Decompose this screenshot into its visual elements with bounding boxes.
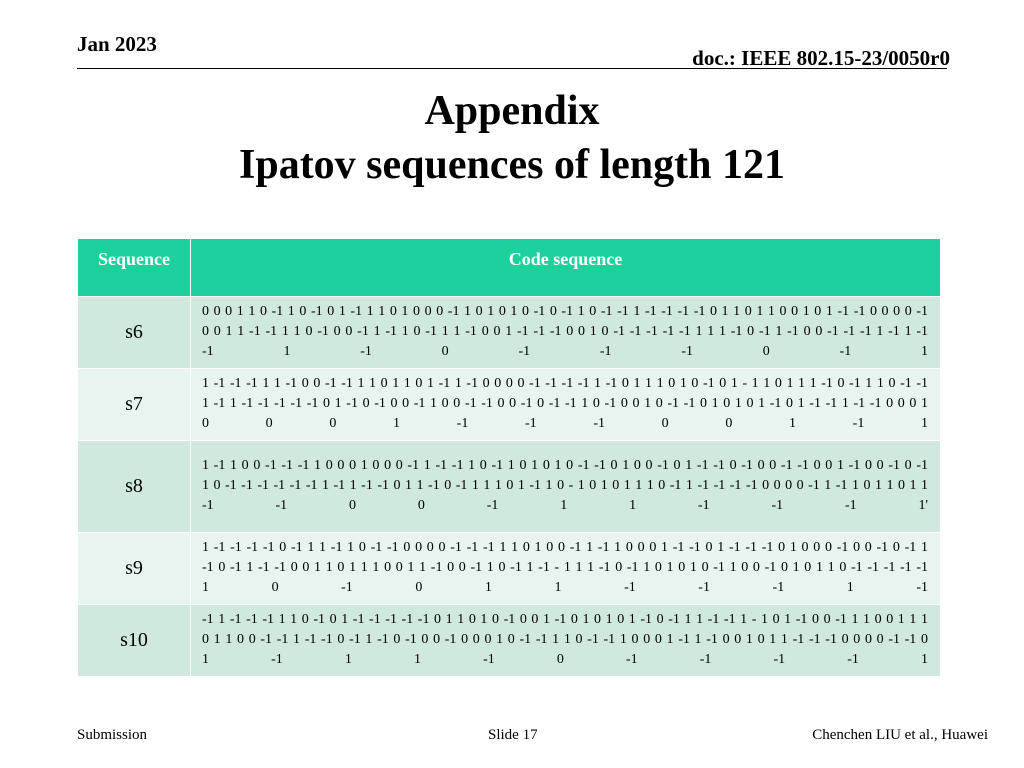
sequence-name: s9	[78, 533, 191, 605]
code-sequence: 0 0 0 1 1 0 -1 1 0 -1 0 1 -1 1 1 0 1 0 0 0 -1 1 0 1 0 1 0 -1 0 -1 1 0 -1 -1 1 -1 -1 -1 -1 0 1 1 0 1 1 0 0 1 0 1 -1 -1 0 0 0 0 -1 0 0 1 1 -1 -1 1 1 0 -1 0 0 -1 1 -1 1 0 -1 1 1 -1 0 0 1 -1 -1 -1 0 0 1 0 -1 -1 -1 -1 -1 1 1 1 -1 0 -1 1 -1 0 0 -1 -1 -1 1 -1 1 -1 -1 1 -1 0 -1 -1 -1 0 -1 1	[191, 297, 941, 369]
table-header-row	[78, 239, 941, 297]
table-row	[78, 441, 941, 533]
sequence-name: s8	[78, 441, 191, 533]
header-date: Jan 2023	[77, 32, 157, 56]
header-divider	[77, 68, 947, 69]
footer-slide-number: Slide 17	[488, 727, 538, 743]
code-sequence: 1 -1 1 0 0 -1 -1 -1 1 0 0 0 1 0 0 0 -1 1 -1 -1 1 0 -1 1 0 1 0 1 0 -1 -1 0 1 0 0 -1 0 1 -1 -1 0 -1 0 0 -1 -1 0 0 1 -1 0 0 -1 0 -1 1 0 -1 -1 -1 -1 -1 -1 1 -1 1 -1 -1 0 1 1 -1 0 -1 1 1 1 0 1 -1 1 0 - 1 0 1 0 1 1 1 0 -1 1 -1 -1 -1 -1 0 0 0 0 -1 1 -1 1 0 1 1 0 1 1 -1 -1 0 0 -1 1 1 -1 -1 -1 1'	[191, 441, 941, 533]
header-doc-id: doc.: IEEE 802.15-23/0050r0	[692, 46, 950, 70]
table-row	[78, 533, 941, 605]
table-row	[78, 369, 941, 441]
table-row	[78, 605, 941, 677]
sequence-table	[77, 238, 941, 677]
sequence-name: s7	[78, 369, 191, 441]
code-sequence: -1 1 -1 -1 -1 1 1 0 -1 0 1 -1 -1 -1 -1 -1 0 1 1 0 1 0 -1 0 0 1 -1 0 1 0 1 0 1 -1 0 -1 1 1 -1 -1 1 - 1 0 1 -1 0 0 -1 1 1 0 0 1 1 1 0 1 1 0 0 -1 -1 1 -1 -1 0 -1 1 -1 0 -1 0 0 -1 0 0 0 1 0 -1 -1 1 1 0 -1 -1 1 0 0 0 1 -1 1 -1 0 0 1 0 1 1 -1 -1 -1 0 0 0 0 -1 -1 0 1 -1 1 1 -1 0 -1 -1 -1 -1 1	[191, 605, 941, 677]
sequence-name: s6	[78, 297, 191, 369]
code-sequence: 1 -1 -1 -1 -1 0 -1 1 1 -1 1 0 -1 -1 0 0 0 0 -1 -1 -1 1 1 0 1 0 0 -1 1 -1 1 0 0 0 1 -1 -1 0 1 -1 -1 -1 0 1 0 0 0 -1 0 0 -1 0 -1 1 -1 0 -1 1 -1 -1 0 0 1 1 0 1 1 1 0 0 1 1 -1 0 0 -1 1 0 -1 1 -1 - 1 1 1 -1 0 -1 1 0 1 0 1 0 -1 1 0 0 -1 0 1 0 1 1 0 -1 -1 -1 -1 -1 1 0 -1 0 1 1 -1 -1 -1 1 -1	[191, 533, 941, 605]
footer-author: Chenchen LIU et al., Huawei	[812, 727, 988, 743]
table-row	[78, 297, 941, 369]
sequence-name: s10	[78, 605, 191, 677]
slide-subtitle: Ipatov sequences of length 121	[238, 142, 786, 188]
code-sequence: 1 -1 -1 -1 1 1 -1 0 0 -1 -1 1 1 0 1 1 0 1 -1 1 -1 0 0 0 0 -1 -1 -1 -1 1 -1 0 1 1 1 0 1 0 -1 0 1 - 1 1 0 1 1 1 -1 0 -1 1 1 0 -1 -1 1 -1 1 -1 -1 -1 -1 -1 0 1 -1 0 -1 0 0 -1 1 0 0 -1 -1 0 0 -1 0 -1 -1 1 0 -1 0 0 1 0 -1 -1 0 1 0 1 0 1 -1 0 1 -1 -1 1 -1 -1 0 0 0 1 0 0 0 1 -1 -1 -1 0 0 1 -1 1	[191, 369, 941, 441]
footer-submission: Submission	[77, 727, 148, 743]
column-header-code-sequence: Code sequence	[191, 239, 941, 297]
column-header-sequence: Sequence	[78, 239, 191, 297]
slide-title: Appendix	[424, 88, 600, 134]
